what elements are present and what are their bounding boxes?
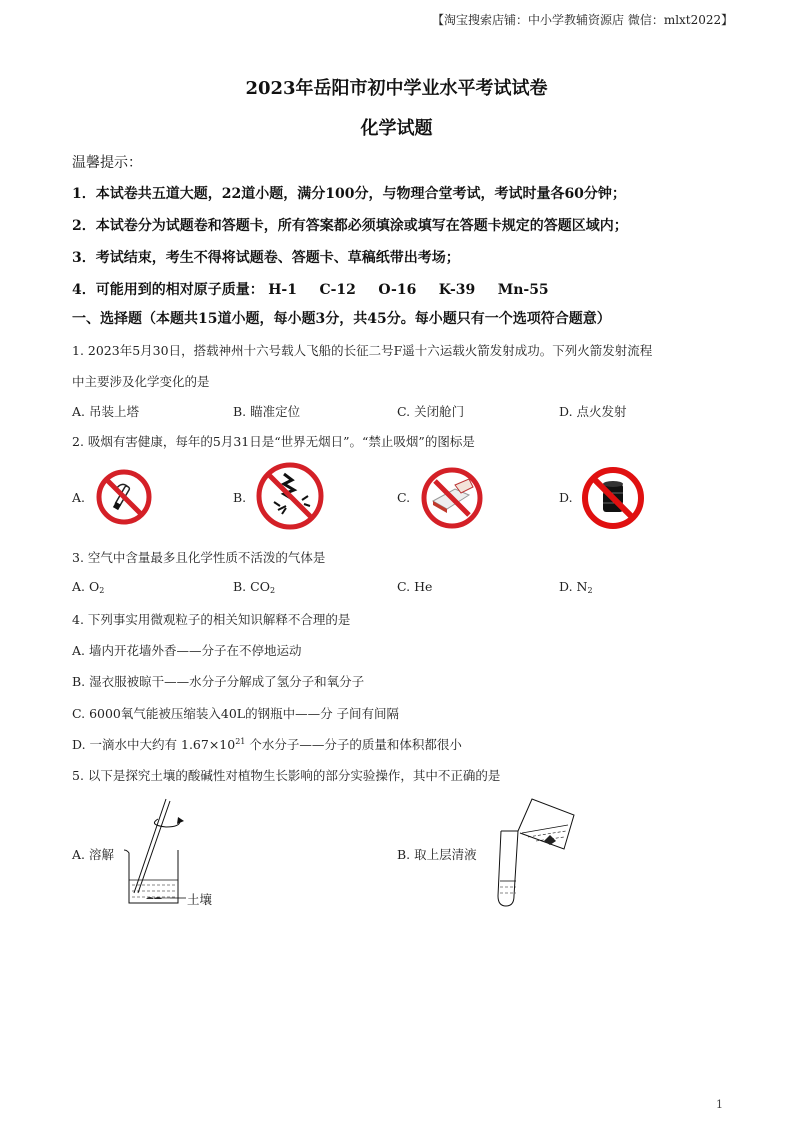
question-5-stem: 5. 以下是探究土壤的酸碱性对植物生长影响的部分实验操作，其中不正确的是: [72, 768, 501, 783]
q2-option-c-label: C.: [397, 490, 411, 505]
q4-option-d: [72, 735, 462, 753]
pouring-liquid-figure: [488, 793, 583, 913]
q3-option-a: [72, 579, 104, 595]
q3-option-d-text: D. N: [559, 579, 588, 594]
tip-item-4: [72, 279, 567, 299]
q2-option-a-label: A.: [72, 490, 86, 505]
q4-option-c: C. 6000氧气能被压缩装入40L的钢瓶中——分 子间有间隔: [72, 706, 400, 721]
q3-option-c-text: C. He: [397, 579, 433, 594]
header-note: 【淘宝搜索店铺：中小学教辅资源店 微信：mlxt2022】: [432, 13, 734, 27]
question-2-stem: 2. 吸烟有害健康，每年的5月31日是“世界无烟日”。“禁止吸烟”的图标是: [72, 434, 475, 449]
beaker-stirring-figure: [120, 795, 230, 910]
q3-option-c: [397, 579, 432, 594]
question-1-stem-cont: 中主要涉及化学变化的是: [72, 374, 210, 389]
q4-option-b: B. 湿衣服被晾干——水分子分解成了氢分子和氧分子: [72, 674, 365, 689]
page-number: 1: [716, 1098, 723, 1111]
atomic-mass-k: K-39: [438, 282, 476, 298]
no-fireworks-sign-icon: [254, 460, 326, 532]
q5-option-b-label: B. 取上层清液: [397, 847, 477, 862]
q3-option-a-text: A. O: [72, 579, 100, 594]
q4-option-d-exponent: 21: [235, 737, 246, 746]
q1-option-d: D. 点火发射: [559, 404, 627, 419]
atomic-mass-label: 4．可能用到的相对原子质量：: [72, 282, 264, 298]
soil-label: 土壤: [187, 892, 213, 907]
q3-option-a-sub: 2: [99, 586, 105, 595]
q2-option-b-label: B.: [233, 490, 247, 505]
tip-item-1: 1．本试卷共五道大题，22道小题，满分100分，与物理合堂考试，考试时量各60分钟；: [72, 186, 626, 202]
tip-item-3: 3．考试结束，考生不得将试题卷、答题卡、草稿纸带出考场；: [72, 250, 460, 266]
tip-item-2: 2．本试卷分为试题卷和答题卡，所有答案都必须填涂或填写在答题卡规定的答题区域内；: [72, 218, 628, 234]
no-matches-sign-icon: [419, 465, 485, 531]
page-title: 2023年岳阳市初中学业水平考试试卷: [245, 78, 548, 99]
q3-option-d-sub: 2: [587, 586, 593, 595]
q4-option-a: A. 墙内开花墙外香——分子在不停地运动: [72, 643, 302, 658]
no-oil-drum-sign-icon: [580, 465, 646, 531]
question-4-stem: 4. 下列事实用微观粒子的相关知识解释不合理的是: [72, 612, 351, 627]
q3-option-b-sub: 2: [269, 586, 276, 595]
no-smoking-sign-icon: [94, 467, 154, 527]
page-subtitle: 化学试题: [360, 118, 433, 139]
q3-option-d: [559, 579, 593, 595]
atomic-mass-mn: Mn-55: [497, 282, 549, 298]
q3-option-b-text: B. CO: [233, 579, 270, 594]
q4-option-d-text: D. 一滴水中大约有 1.67×10: [72, 737, 236, 752]
question-1-stem: 1. 2023年5月30日，搭载神州十六号载人飞船的长征二号F遥十六运载火箭发射成功。下列火箭发射流程: [72, 343, 653, 358]
q4-option-d-text-cont: 个水分子——分子的质量和体积都很小: [245, 737, 462, 752]
q1-option-b: B. 瞄准定位: [233, 404, 301, 419]
tips-heading: 温馨提示：: [72, 155, 142, 171]
atomic-mass-h: H-1: [268, 282, 297, 298]
atomic-mass-c: C-12: [319, 282, 356, 298]
q1-option-c: C. 关闭舱门: [397, 404, 465, 419]
section-heading: 一、选择题（本题共15道小题，每小题3分，共45分。每小题只有一个选项符合题意）: [72, 311, 611, 327]
q1-option-a: A. 吊装上塔: [72, 404, 139, 419]
q3-option-b: [233, 579, 275, 595]
q2-option-d-label: D.: [559, 490, 573, 505]
q5-option-a-label: A. 溶解: [72, 847, 114, 862]
question-3-stem: 3. 空气中含量最多且化学性质不活泼的气体是: [72, 550, 326, 565]
atomic-mass-o: O-16: [378, 282, 417, 298]
